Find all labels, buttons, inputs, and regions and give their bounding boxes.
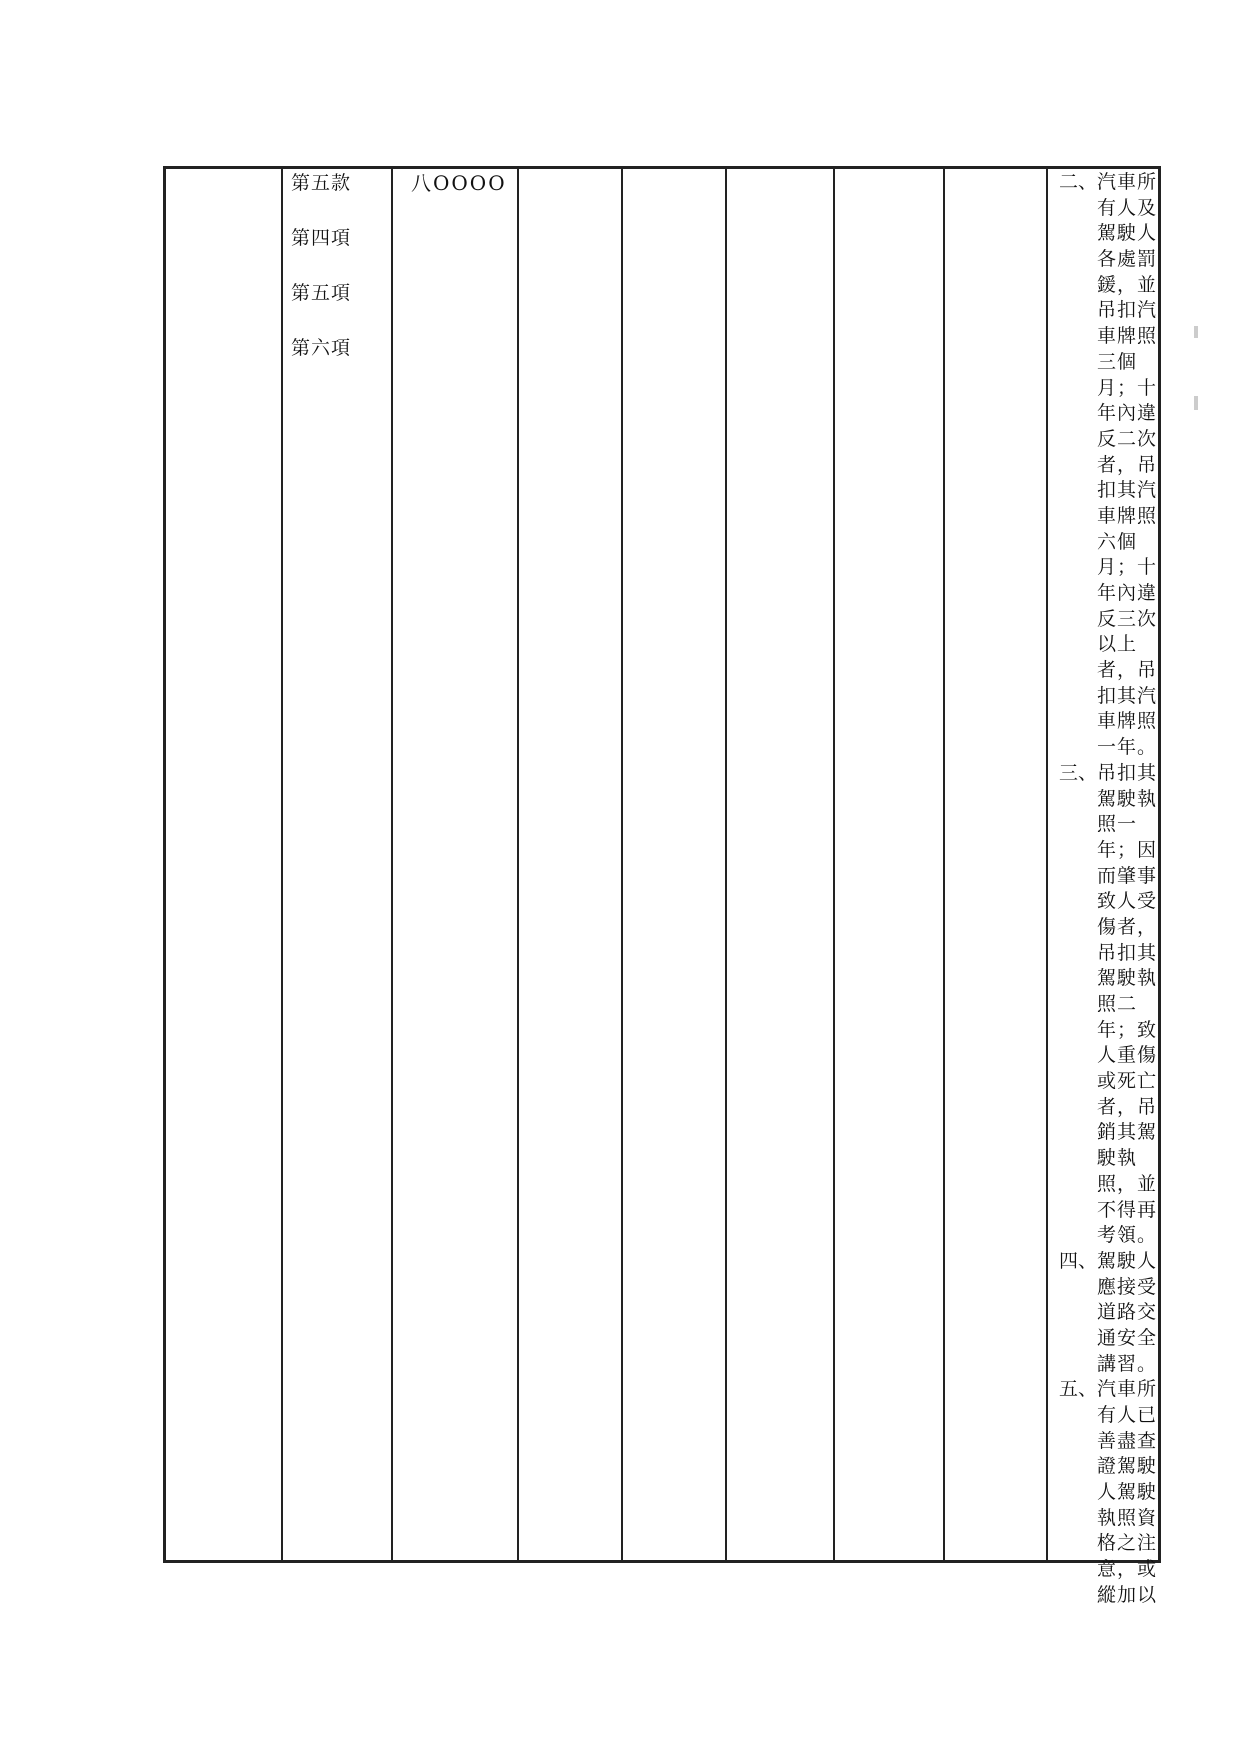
remark-line bbox=[1059, 196, 1159, 222]
remark-line bbox=[1059, 632, 1159, 658]
remark-line bbox=[1059, 1249, 1159, 1275]
remark-marker: 三、 bbox=[1059, 761, 1098, 784]
remark-line bbox=[1059, 607, 1159, 633]
remark-line bbox=[1059, 247, 1159, 273]
remark-text: 照，並 bbox=[1097, 1172, 1158, 1195]
remark-text: 考領。 bbox=[1097, 1224, 1158, 1247]
remark-line bbox=[1059, 864, 1159, 890]
provisions-cell bbox=[291, 170, 391, 390]
remark-text: 意，或 bbox=[1097, 1558, 1158, 1581]
remark-text: 汽車所 bbox=[1097, 1378, 1158, 1401]
remark-text: 鍰，並 bbox=[1097, 273, 1158, 296]
remark-text: 縱加以 bbox=[1097, 1583, 1158, 1606]
remark-line bbox=[1059, 1095, 1159, 1121]
remark-text: 駕駛人 bbox=[1097, 222, 1158, 245]
remark-text: 反三次 bbox=[1097, 607, 1158, 630]
remark-text: 有人及 bbox=[1097, 196, 1158, 219]
remark-text: 銷其駕 bbox=[1097, 1121, 1158, 1144]
remark-text: 吊扣其 bbox=[1097, 761, 1158, 784]
remark-line bbox=[1059, 1326, 1159, 1352]
remark-line bbox=[1059, 838, 1159, 864]
remark-text: 致人受 bbox=[1097, 890, 1158, 913]
remark-line bbox=[1059, 298, 1159, 324]
remark-text: 通安全 bbox=[1097, 1326, 1158, 1349]
provision-item: 第四項 bbox=[291, 227, 352, 249]
remark-line bbox=[1059, 1583, 1159, 1609]
remark-line bbox=[1059, 658, 1159, 684]
remark-text: 車牌照 bbox=[1097, 710, 1158, 733]
remark-line bbox=[1059, 684, 1159, 710]
remark-line bbox=[1059, 941, 1159, 967]
remark-line bbox=[1059, 324, 1159, 350]
remark-text: 車牌照 bbox=[1097, 325, 1158, 348]
remark-line bbox=[1059, 709, 1159, 735]
remark-text: 有人已 bbox=[1097, 1404, 1158, 1426]
remark-line bbox=[1059, 1506, 1159, 1532]
remark-text: 者，吊 bbox=[1097, 453, 1158, 476]
remark-text: 年；致 bbox=[1097, 1018, 1158, 1041]
remarks-cell bbox=[1059, 170, 1159, 1609]
fine-amount: 八OOOO bbox=[411, 171, 507, 195]
column-divider bbox=[725, 166, 727, 1563]
remark-text: 月；十 bbox=[1097, 556, 1158, 579]
remark-line bbox=[1059, 966, 1159, 992]
remark-text: 人重傷 bbox=[1097, 1044, 1158, 1067]
remark-line bbox=[1059, 735, 1159, 761]
remark-line bbox=[1059, 1557, 1159, 1583]
remark-text: 照一 bbox=[1097, 813, 1138, 836]
remark-line bbox=[1059, 427, 1159, 453]
remark-line bbox=[1059, 1429, 1159, 1455]
column-divider bbox=[281, 166, 283, 1563]
remark-text: 而肇事 bbox=[1097, 864, 1158, 887]
remark-text: 汽車所 bbox=[1097, 171, 1158, 193]
remark-line bbox=[1059, 581, 1159, 607]
remark-text: 六個 bbox=[1097, 530, 1138, 553]
column-divider bbox=[1046, 166, 1048, 1563]
remark-text: 月；十 bbox=[1097, 376, 1158, 399]
remark-line bbox=[1059, 1172, 1159, 1198]
remark-text: 駕駛人 bbox=[1097, 1249, 1158, 1272]
remark-line bbox=[1059, 787, 1159, 813]
remark-text: 照二 bbox=[1097, 993, 1138, 1015]
column-divider bbox=[833, 166, 835, 1563]
remark-text: 年內違 bbox=[1097, 402, 1158, 425]
remark-line bbox=[1059, 555, 1159, 581]
remark-text: 格之注 bbox=[1097, 1532, 1158, 1555]
remark-line bbox=[1059, 1120, 1159, 1146]
remark-marker: 四、 bbox=[1059, 1249, 1098, 1272]
remark-line bbox=[1059, 915, 1159, 941]
remark-text: 駛執 bbox=[1097, 1147, 1138, 1170]
remark-text: 吊扣汽 bbox=[1097, 299, 1158, 322]
remark-text: 人駕駛 bbox=[1097, 1481, 1158, 1504]
column-divider bbox=[391, 166, 393, 1563]
remark-line bbox=[1059, 350, 1159, 376]
column-divider bbox=[943, 166, 945, 1563]
column-divider bbox=[517, 166, 519, 1563]
remark-line bbox=[1059, 889, 1159, 915]
remark-text: 各處罰 bbox=[1097, 248, 1158, 271]
remark-text: 或死亡 bbox=[1097, 1070, 1158, 1093]
provision-item: 第六項 bbox=[291, 337, 352, 359]
remark-text: 駕駛執 bbox=[1097, 787, 1158, 810]
remark-line bbox=[1059, 1198, 1159, 1224]
remark-text: 應接受 bbox=[1097, 1275, 1158, 1298]
column-divider bbox=[621, 166, 623, 1563]
remark-line bbox=[1059, 1069, 1159, 1095]
remark-text: 年；因 bbox=[1097, 838, 1158, 861]
remark-text: 講習。 bbox=[1097, 1352, 1158, 1375]
scan-artifact bbox=[1194, 396, 1198, 410]
remark-line bbox=[1059, 478, 1159, 504]
remark-text: 以上 bbox=[1097, 633, 1138, 656]
remark-text: 執照資 bbox=[1097, 1506, 1158, 1529]
provision-clause: 第五款 bbox=[291, 172, 352, 194]
remark-text: 年內違 bbox=[1097, 582, 1158, 604]
remark-text: 駕駛執 bbox=[1097, 967, 1158, 990]
remark-line bbox=[1059, 221, 1159, 247]
remark-line bbox=[1059, 1403, 1159, 1429]
remark-text: 吊扣其 bbox=[1097, 941, 1158, 964]
remark-line bbox=[1059, 530, 1159, 556]
remark-text: 反二次 bbox=[1097, 427, 1158, 450]
remark-text: 者，吊 bbox=[1097, 1095, 1158, 1118]
remark-text: 傷者， bbox=[1097, 915, 1158, 938]
remark-text: 善盡查 bbox=[1097, 1429, 1158, 1452]
remark-text: 證駕駛 bbox=[1097, 1455, 1158, 1478]
remark-line bbox=[1059, 1480, 1159, 1506]
remark-text: 扣其汽 bbox=[1097, 684, 1158, 707]
remark-text: 者，吊 bbox=[1097, 659, 1158, 682]
remark-line bbox=[1059, 504, 1159, 530]
remark-line bbox=[1059, 761, 1159, 787]
remark-line bbox=[1059, 1223, 1159, 1249]
remark-line bbox=[1059, 1275, 1159, 1301]
remark-line bbox=[1059, 1300, 1159, 1326]
remark-text: 不得再 bbox=[1097, 1198, 1158, 1221]
remark-marker: 五、 bbox=[1059, 1378, 1098, 1401]
provision-item: 第五項 bbox=[291, 282, 352, 304]
remark-line bbox=[1059, 1531, 1159, 1557]
remark-line bbox=[1059, 992, 1159, 1018]
remark-text: 道路交 bbox=[1097, 1301, 1158, 1324]
remark-line bbox=[1059, 812, 1159, 838]
remark-line bbox=[1059, 1043, 1159, 1069]
remark-text: 車牌照 bbox=[1097, 504, 1158, 527]
remark-text: 扣其汽 bbox=[1097, 479, 1158, 502]
remark-text: 三個 bbox=[1097, 350, 1138, 373]
remark-line bbox=[1059, 1146, 1159, 1172]
scan-artifact bbox=[1194, 326, 1198, 338]
remark-line bbox=[1059, 453, 1159, 479]
remark-line bbox=[1059, 170, 1159, 196]
remark-line bbox=[1059, 401, 1159, 427]
remark-line bbox=[1059, 376, 1159, 402]
remark-line bbox=[1059, 1018, 1159, 1044]
remark-line bbox=[1059, 273, 1159, 299]
remark-line bbox=[1059, 1377, 1159, 1403]
remark-text: 一年。 bbox=[1097, 736, 1158, 759]
remark-marker: 二、 bbox=[1059, 171, 1098, 193]
remark-line bbox=[1059, 1454, 1159, 1480]
remark-line bbox=[1059, 1352, 1159, 1378]
